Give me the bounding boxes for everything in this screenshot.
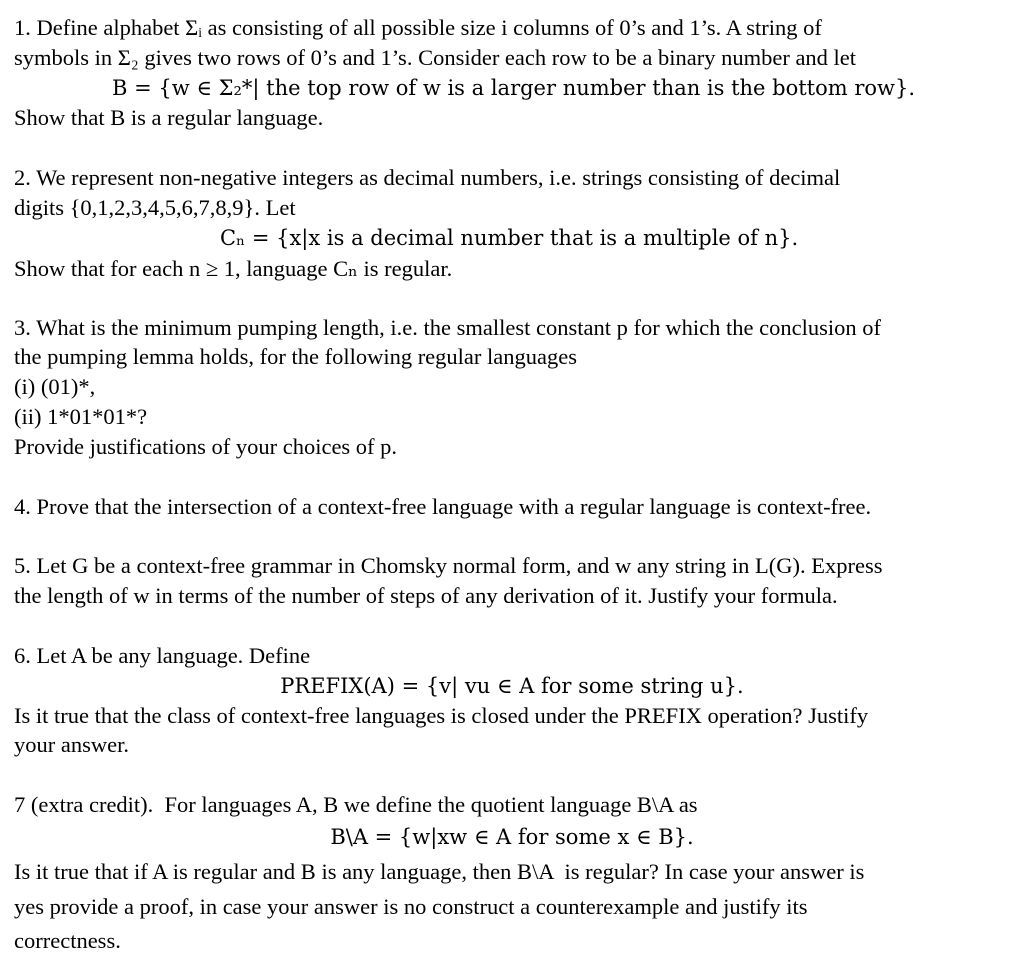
problem-2-line-1: 2. We represent non-negative integers as decimal numbers, i.e. strings consisting of decimal bbox=[14, 165, 841, 190]
problem-3-line-2: the pumping lemma holds, for the following regular languages bbox=[14, 344, 577, 369]
problem-3-line-1: 3. What is the minimum pumping length, i.e. the smallest constant p for which the conclusion of bbox=[14, 315, 881, 340]
problem-7-line-1: 7 (extra credit). For languages A, B we define the quotient language B\A as bbox=[14, 792, 698, 817]
problem-1-line-4: Show that B is a regular language. bbox=[14, 105, 324, 130]
problem-2-line-2: digits {0,1,2,3,4,5,6,7,8,9}. Let bbox=[14, 195, 296, 220]
problem-3-item-ii: (ii) 1*01*01*? bbox=[14, 404, 148, 429]
problem-7-line-4: yes provide a proof, in case your answer is no construct a counterexample and justify its bbox=[14, 894, 808, 919]
problem-1-line-2: symbols in Σ₂ gives two rows of 0’s and 1’s. Consider each row to be a binary number and let bbox=[14, 45, 857, 70]
problem-7-line-3: Is it true that if A is regular and B is any language, then B\A is regular? In case your answer is bbox=[14, 859, 865, 884]
problem-6-line-1: 6. Let A be any language. Define bbox=[14, 643, 311, 668]
problem-2-set-definition: Cₙ = {x|x is a decimal number that is a multiple of n}. bbox=[220, 226, 799, 250]
problem-7-line-5: correctness. bbox=[14, 928, 121, 953]
problem-5-line-1: 5. Let G be a context-free grammar in Chomsky normal form, and w any string in L(G). Express bbox=[14, 553, 883, 578]
problem-1-set-definition: B = {w ∈ Σ₂*| the top row of w is a larger number than is the bottom row}. bbox=[112, 76, 916, 100]
problem-6-line-3: Is it true that the class of context-free languages is closed under the PREFIX operation? Justify bbox=[14, 703, 869, 728]
problem-2-line-4: Show that for each n ≥ 1, language Cₙ is regular. bbox=[14, 256, 453, 281]
problem-6-line-4: your answer. bbox=[14, 732, 129, 757]
problem-6-prefix-definition: PREFIX(A) = {v| vu ∈ A for some string u}. bbox=[280, 674, 744, 698]
problem-7-quotient-definition: B\A = {w|xw ∈ A for some x ∈ B}. bbox=[330, 825, 694, 849]
problem-4-line-1: 4. Prove that the intersection of a context-free language with a regular language is context-free. bbox=[14, 494, 872, 519]
problem-3-line-5: Provide justifications of your choices of p. bbox=[14, 434, 398, 459]
problem-5-line-2: the length of w in terms of the number of steps of any derivation of it. Justify your formula. bbox=[14, 583, 838, 608]
problem-3-item-i: (i) (01)*, bbox=[14, 374, 96, 399]
problem-1-line-1: 1. Define alphabet Σᵢ as consisting of all possible size i columns of 0’s and 1’s. A string of bbox=[14, 15, 822, 40]
